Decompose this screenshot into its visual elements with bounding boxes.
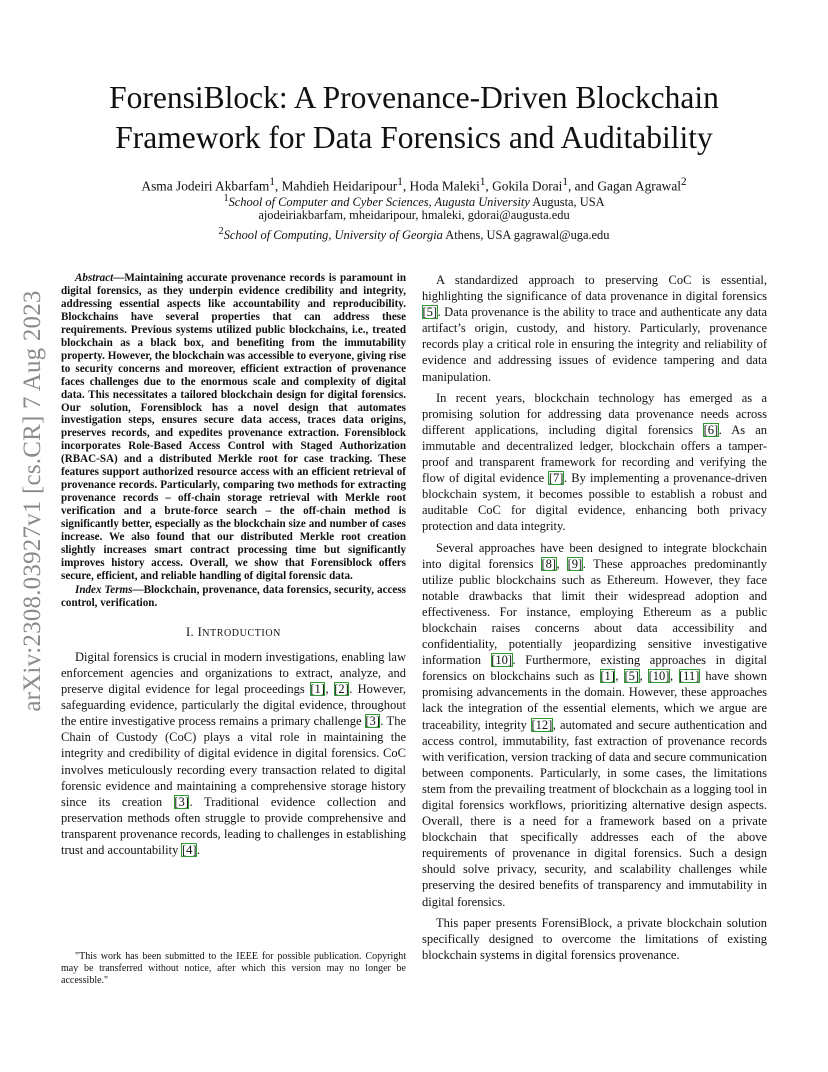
index-terms-label: Index Terms [75,583,133,596]
author-name: , and Gagan Agrawal [567,178,682,194]
citation-link[interactable]: [4] [181,843,197,857]
affiliation-mark: 1 [223,193,229,204]
title-line-1: ForensiBlock: A Provenance-Driven Blockchain [109,80,719,115]
citation-link[interactable]: [3] [365,714,380,729]
abstract [61,272,406,583]
left-column [61,272,406,863]
citation-link[interactable]: [3] [174,794,189,809]
citation-link[interactable]: [10] [491,653,513,668]
citation-link[interactable]: [2] [334,682,349,697]
author-affiliation-mark: 1 [397,176,403,188]
title-line-2: Framework for Data Forensics and Auditability [115,120,713,155]
author-name: , Hoda Maleki [402,178,480,194]
citation-link[interactable]: [5] [624,669,640,684]
right-column [422,272,767,963]
index-terms-text: —Blockchain, provenance, data forensics, security, access control, verification. [61,583,406,609]
arxiv-identifier-sidebar [16,286,50,716]
author-affiliation-mark: 2 [681,176,687,188]
affiliation-location: Athens, USA gagrawal@uga.edu [442,228,610,243]
intro-paragraph-1: Digital forensics is crucial in modern investigations, enabling law enforcement agencies and organizations to extract, analyze, and preserve digital evidence for legal proceedings [1], [2]. However, safeguarding evidence, particularly the digital evidence, throughout the entire investigative process remains a primary challenge [3]. The Chain of Custody (CoC) plays a vital role in maintaining the integrity and credibility of digital evidence in digital forensics. CoC involves meticulously recording every transaction related to digital forensic evidence and maintaining a comprehensive storage history since its creation [3]. Traditional evidence collection and preservation methods often struggle to provide comprehensive and transparent provenance records, leading to challenges in establishing trust and accountability [4]. [61,649,407,857]
affiliation-name: School of Computer and Cyber Sciences, Augusta University [228,195,530,210]
affiliation-2 [60,224,768,243]
author-affiliation-mark: 1 [269,176,275,188]
citation-link[interactable]: [1] [310,682,325,697]
affiliation-location: Augusta, USA [529,195,605,210]
citation-link[interactable]: [5] [422,305,438,320]
citation-link[interactable]: [11] [679,669,700,684]
citation-link[interactable]: [10] [648,669,670,684]
intro-paragraph-2: A standardized approach to preserving CoC is essential, highlighting the significance of data provenance in digital forensics [5]. Data provenance is the ability to trace and authenticate any data artifact’s origin, custody, and history. Particularly, provenance records play a critical role in ensuring the integrity and reliability of evidence and addressing issues of evidence tampering and data manipulation. [422,273,767,384]
citation-link[interactable]: [7] [548,471,564,486]
citation-link[interactable]: [8] [541,556,557,571]
author-name: , Gokila Dorai [485,178,563,194]
copyright-footnote: "This work has been submitted to the IEEE for possible publication. Copyright may be transferred without notice, after which this version may no longer be accessible." [61,951,406,987]
arxiv-identifier: arXiv:2308.03927v1 [cs.CR] 7 Aug 2023 [19,290,46,712]
intro-paragraph-3: In recent years, blockchain technology has emerged as a promising solution for addressing data provenance needs across different applications, including digital forensics [6]. As an immutable and decentralized ledger, blockchain offers a tamper-proof and transparent framework for recording and verifying the flow of digital evidence [7]. By implementing a provenance-driven blockchain system, it becomes possible to establish a robust and auditable CoC for digital evidence, enhancing both privacy protection and data integrity. [422,390,768,534]
paper-title [60,78,768,158]
section-heading-introduction: I. INTRODUCTION [185,624,282,639]
intro-paragraph-4: Several approaches have been designed to integrate blockchain into digital forensics [8], [9]. These approaches predominantly utilize public blockchains such as Ethereum. However, they face notable drawbacks that limit their widespread adoption and effectiveness. For instance, employing Ethereum as a public blockchain raises concerns about data accessibility and confidentiality, potentially jeopardizing sensitive investigative information [10]. Furthermore, existing approaches in digital forensics on blockchains such as [1], [5], [10], [11] have shown promising advancements in the domain. However, these approaches lack the integration of the essential elements, which we argue are traceability, integrity [12], automated and secure authentication and access control, immutability, fast extraction of provenance records with verification, version tracking of data and secure communication between components. Particularly, in some cases, the limitations stem from the prevailing treatment of blockchain as a logging tool in digital forensics workflows, prioritizing alternative design aspects. Overall, there is a need for a framework based on a private blockchain that specifically addresses each of the above requirements of provenance in digital forensics. Such a design should solve privacy, security, and scalability challenges while preserving the desired benefits of transparency and immutability in digital forensics. [422,540,768,909]
author-affiliation-mark: 1 [479,176,486,188]
author-name: , Mahdieh Heidaripour [274,178,398,194]
abstract-text: —Maintaining accurate provenance records is paramount in digital forensics, as they underpin evidence credibility and integrity, addressing essential aspects like accountability and reproducibility. Blockchains have several properties that can address these requirements. Previous systems utilized public blockchains, i.e., treated blockchain as a black box, and benefiting from the immutability property. However, the blockchain was accessible to everyone, giving rise to security concerns and moreover, efficient extraction of provenance faces challenges due to the enormous scale and complexity of digital data. This necessitates a tailored blockchain design for digital forensics. Our solution, Forensiblock has a novel design that automates investigation steps, ensures secure data access, traces data origins, preserves records, and expedites provenance extraction. Forensiblock incorporates Role-Based Access Control with Staged Authorization (RBAC-SA) and a distributed Merkle root for case tracking. These features support authorized resource access with an efficient retrieval of provenance records. Particularly, comparing two methods for extracting provenance records – off-chain storage retrieval with Merkle root verification and a brute-force search – the off-chain method is significantly better, especially as the blockchain size and number of cases increase. We also found that our distributed Merkle root creation slightly increases smart contract processing time but significantly improves history access. Overall, we show that Forensiblock offers secure, efficient, and reliable handling of digital forensic data. [61,272,406,582]
abstract-label: Abstract [75,272,114,284]
intro-paragraph-5: This paper presents ForensiBlock, a private blockchain solution specifically designed to overcome the limitations of existing blockchain systems in digital forensics provenance. [422,915,767,962]
affiliation-mark: 2 [218,226,224,237]
index-terms [61,584,406,610]
author-affiliation-mark: 1 [562,176,568,188]
citation-link[interactable]: [6] [703,422,719,437]
citation-link[interactable]: [9] [567,556,583,571]
citation-link[interactable]: [1] [600,669,615,684]
affiliation-name: School of Computing, University of Georgia [223,228,443,243]
author-emails: ajodeiriakbarfam, mheidaripour, hmaleki, gdorai@augusta.edu [258,208,570,222]
citation-link[interactable]: [12] [531,717,553,732]
author-name: Asma Jodeiri Akbarfam [141,178,270,194]
